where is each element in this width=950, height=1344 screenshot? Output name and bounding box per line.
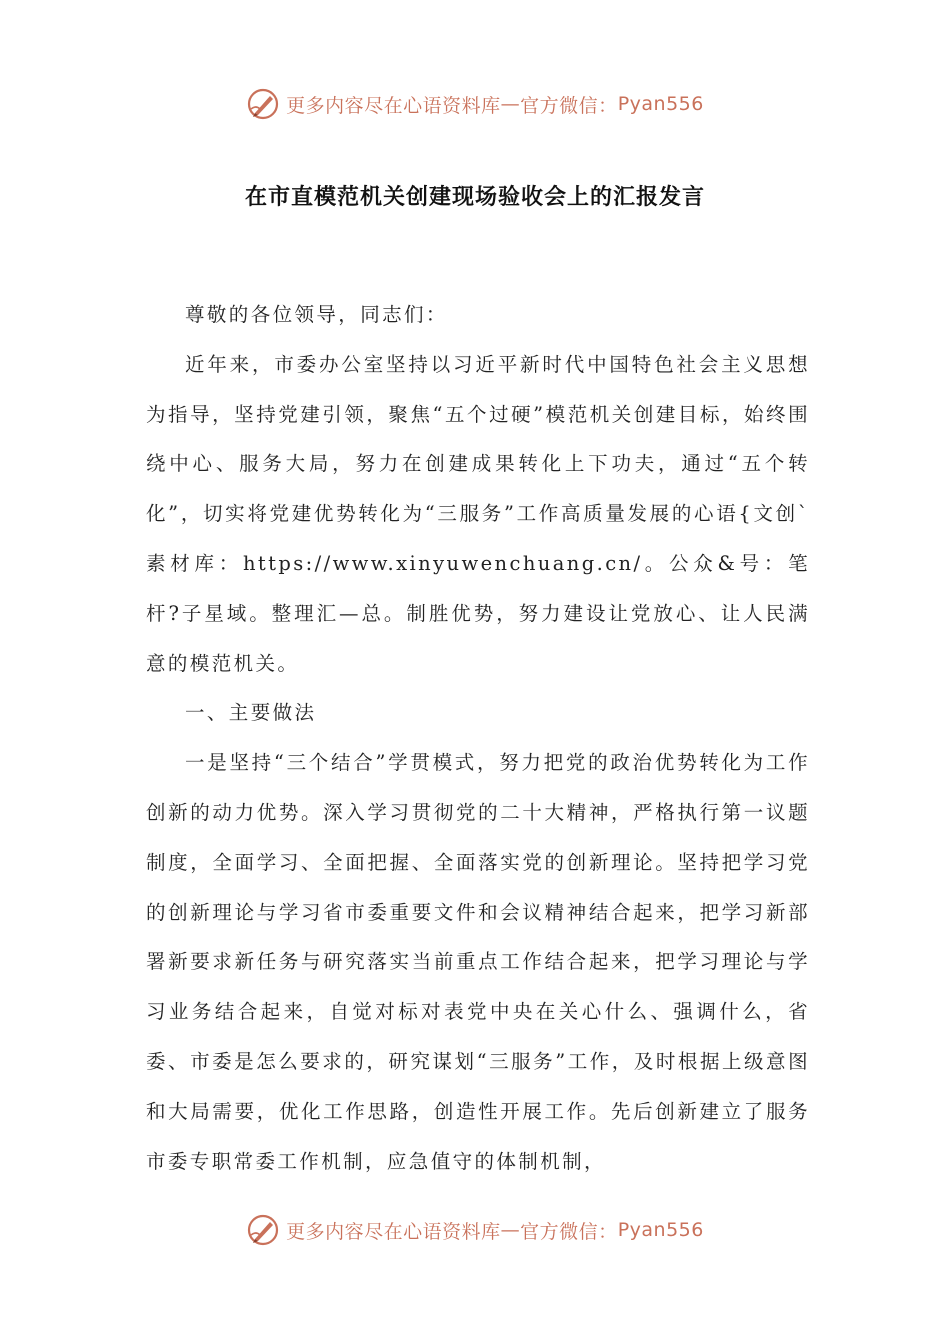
watermark-wechat-label: 官方微信： bbox=[520, 94, 618, 117]
document-title: 在市直模范机关创建现场验收会上的汇报发言 bbox=[244, 185, 705, 210]
watermark-header bbox=[0, 84, 950, 124]
document-body bbox=[146, 290, 810, 1186]
watermark-text: 更多内容尽在心语资料库 bbox=[286, 94, 501, 117]
intro-paragraph: 近年来，市委办公室坚持以习近平新时代中国特色社会主义思想为指导，坚持党建引领，聚焦“五个过硬”模范机关创建目标，始终围绕中心、服务大局，努力在创建成果转化上下功夫，通过“五个转化”，切实将党建优势转化为“三服务”工作高质量发展的心语{文创`素材库：https://www.xinyuwenchuang.cn/。公众&号：笔杆?子星域。整理汇—总。制胜优势，努力建设让党放心、让人民满意的模范机关。 bbox=[146, 352, 810, 675]
section-heading: 一、主要做法 bbox=[185, 701, 317, 725]
body-paragraph: 一是坚持“三个结合”学贯模式，努力把党的政治优势转化为工作创新的动力优势。深入学习贯彻党的二十大精神，严格执行第一议题制度，全面学习、全面把握、全面落实党的创新理论。坚持把学习党的创新理论与学习省市委重要文件和会议精神结合起来，把学习新部署新要求新任务与研究落实当前重点工作结合起来，把学习理论与学习业务结合起来，自觉对标对表党中央在关心什么、强调什么，省委、市委是怎么要求的，研究谋划“三服务”工作，及时根据上级意图和大局需要，优化工作思路，创造性开展工作。先后创新建立了服务市委专职常委工作机制，应急值守的体制机制， bbox=[146, 751, 810, 1173]
watermark-text: 更多内容尽在心语资料库 bbox=[286, 1220, 501, 1243]
salutation: 尊敬的各位领导，同志们： bbox=[185, 303, 448, 326]
watermark-dash: — bbox=[500, 1219, 521, 1241]
watermark-wechat-id: Pyan556 bbox=[617, 93, 704, 115]
watermark-footer bbox=[0, 1210, 950, 1250]
pen-circle-icon bbox=[246, 87, 280, 121]
pen-circle-icon bbox=[246, 1213, 280, 1247]
watermark-wechat-label: 官方微信： bbox=[520, 1220, 618, 1243]
watermark-wechat-id: Pyan556 bbox=[617, 1219, 704, 1241]
watermark-dash: — bbox=[500, 93, 521, 115]
